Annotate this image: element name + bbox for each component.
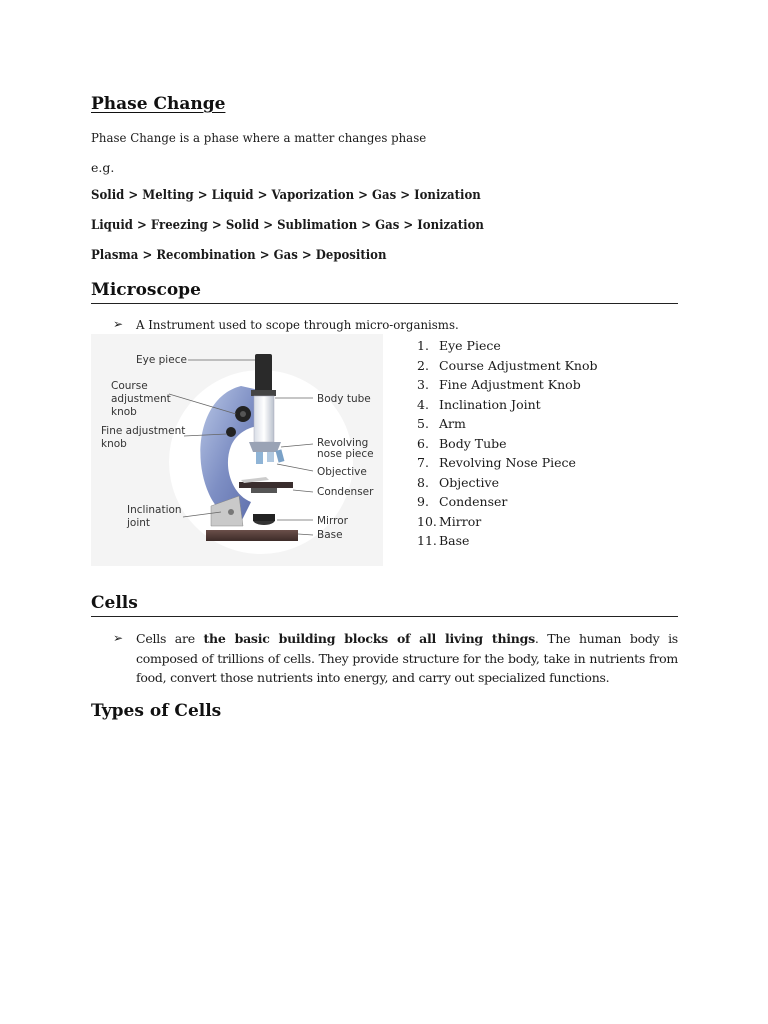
list-item-number: 2. xyxy=(417,357,429,373)
list-item xyxy=(417,395,541,415)
list-item-number: 8. xyxy=(417,474,429,490)
label-fine-line2: knob xyxy=(101,438,127,450)
label-objective: Objective xyxy=(317,466,367,478)
cells-bullet-text xyxy=(136,629,678,688)
arrow-bullet-icon: ➢ xyxy=(113,317,124,331)
list-item-number: 3. xyxy=(417,377,429,392)
list-item xyxy=(417,375,581,395)
label-body-tube: Body tube xyxy=(317,393,371,405)
stage-shape xyxy=(239,482,293,488)
list-item-number: 7. xyxy=(417,455,429,470)
list-item xyxy=(417,492,508,512)
cells-heading: Cells xyxy=(91,593,678,617)
list-item xyxy=(417,356,598,376)
list-item-number: 4. xyxy=(417,396,429,412)
label-mirror: Mirror xyxy=(317,515,348,527)
list-item xyxy=(417,531,470,551)
label-base: Base xyxy=(317,529,343,541)
cells-bullet-bold: the basic building blocks of all living things xyxy=(203,631,535,646)
label-condenser: Condenser xyxy=(317,486,374,498)
types-of-cells-heading: Types of Cells xyxy=(91,701,222,721)
microscope-diagram xyxy=(91,334,383,566)
arrow-bullet-icon: ➢ xyxy=(113,631,124,645)
phase-flow-solid: Solid > Melting > Liquid > Vaporization > Gas > Ionization xyxy=(91,188,481,203)
list-item-label: Condenser xyxy=(439,494,508,509)
list-item-number: 5. xyxy=(417,416,429,431)
label-eye-piece: Eye piece xyxy=(136,354,187,366)
microscope-bullet-text: A Instrument used to scope through micro-organisms. xyxy=(136,317,459,332)
list-item-label: Base xyxy=(439,533,470,548)
list-item-label: Revolving Nose Piece xyxy=(439,455,576,470)
list-item xyxy=(417,512,482,532)
list-item xyxy=(417,414,466,434)
label-revolving-line1: Revolving xyxy=(317,437,369,449)
list-item-label: Body Tube xyxy=(439,435,507,451)
list-item-number: 1. xyxy=(417,338,429,353)
cells-bullet-prefix: Cells are xyxy=(136,631,204,646)
list-item-number: 11. xyxy=(417,533,437,548)
list-item xyxy=(417,473,500,493)
list-item xyxy=(417,336,501,356)
label-course-line1: Course xyxy=(111,380,148,392)
microscope-illustration xyxy=(91,334,383,566)
label-revolving-line2: nose piece xyxy=(317,448,374,460)
microscope-parts-list xyxy=(417,336,598,551)
base-shape xyxy=(206,530,298,541)
list-item-label: Arm xyxy=(439,416,466,431)
cells-bullet-rest: . The human body is composed of trillions of cells. They provide structure for the body, take in nutrients from food, convert those nutrients into energy, and carry out specialized functions. xyxy=(136,631,678,685)
label-inclination-line1: Inclination xyxy=(127,504,182,516)
phase-flow-plasma: Plasma > Recombination > Gas > Deposition xyxy=(91,248,387,263)
label-fine-line1: Fine adjustment xyxy=(101,425,186,437)
list-item xyxy=(417,453,576,473)
list-item-label: Objective xyxy=(439,474,500,490)
list-item-label: Mirror xyxy=(439,513,482,529)
phase-change-heading: Phase Change xyxy=(91,94,226,114)
label-inclination-line2: joint xyxy=(127,517,151,529)
list-item-number: 10. xyxy=(417,513,437,529)
list-item-label: Fine Adjustment Knob xyxy=(439,377,581,392)
label-course-line3: knob xyxy=(111,406,137,418)
label-course-line2: adjustment xyxy=(111,393,171,405)
list-item-label: Inclination Joint xyxy=(439,396,541,412)
list-item-label: Eye Piece xyxy=(439,338,501,353)
list-item-number: 9. xyxy=(417,494,429,509)
list-item xyxy=(417,434,507,454)
list-item-number: 6. xyxy=(417,435,429,451)
phase-change-description: Phase Change is a phase where a matter changes phase xyxy=(91,130,427,145)
eyepiece-shape xyxy=(255,354,272,394)
phase-flow-liquid: Liquid > Freezing > Solid > Sublimation > Gas > Ionization xyxy=(91,218,484,233)
example-label: e.g. xyxy=(91,160,115,175)
list-item-label: Course Adjustment Knob xyxy=(439,357,598,373)
microscope-heading: Microscope xyxy=(91,280,678,304)
